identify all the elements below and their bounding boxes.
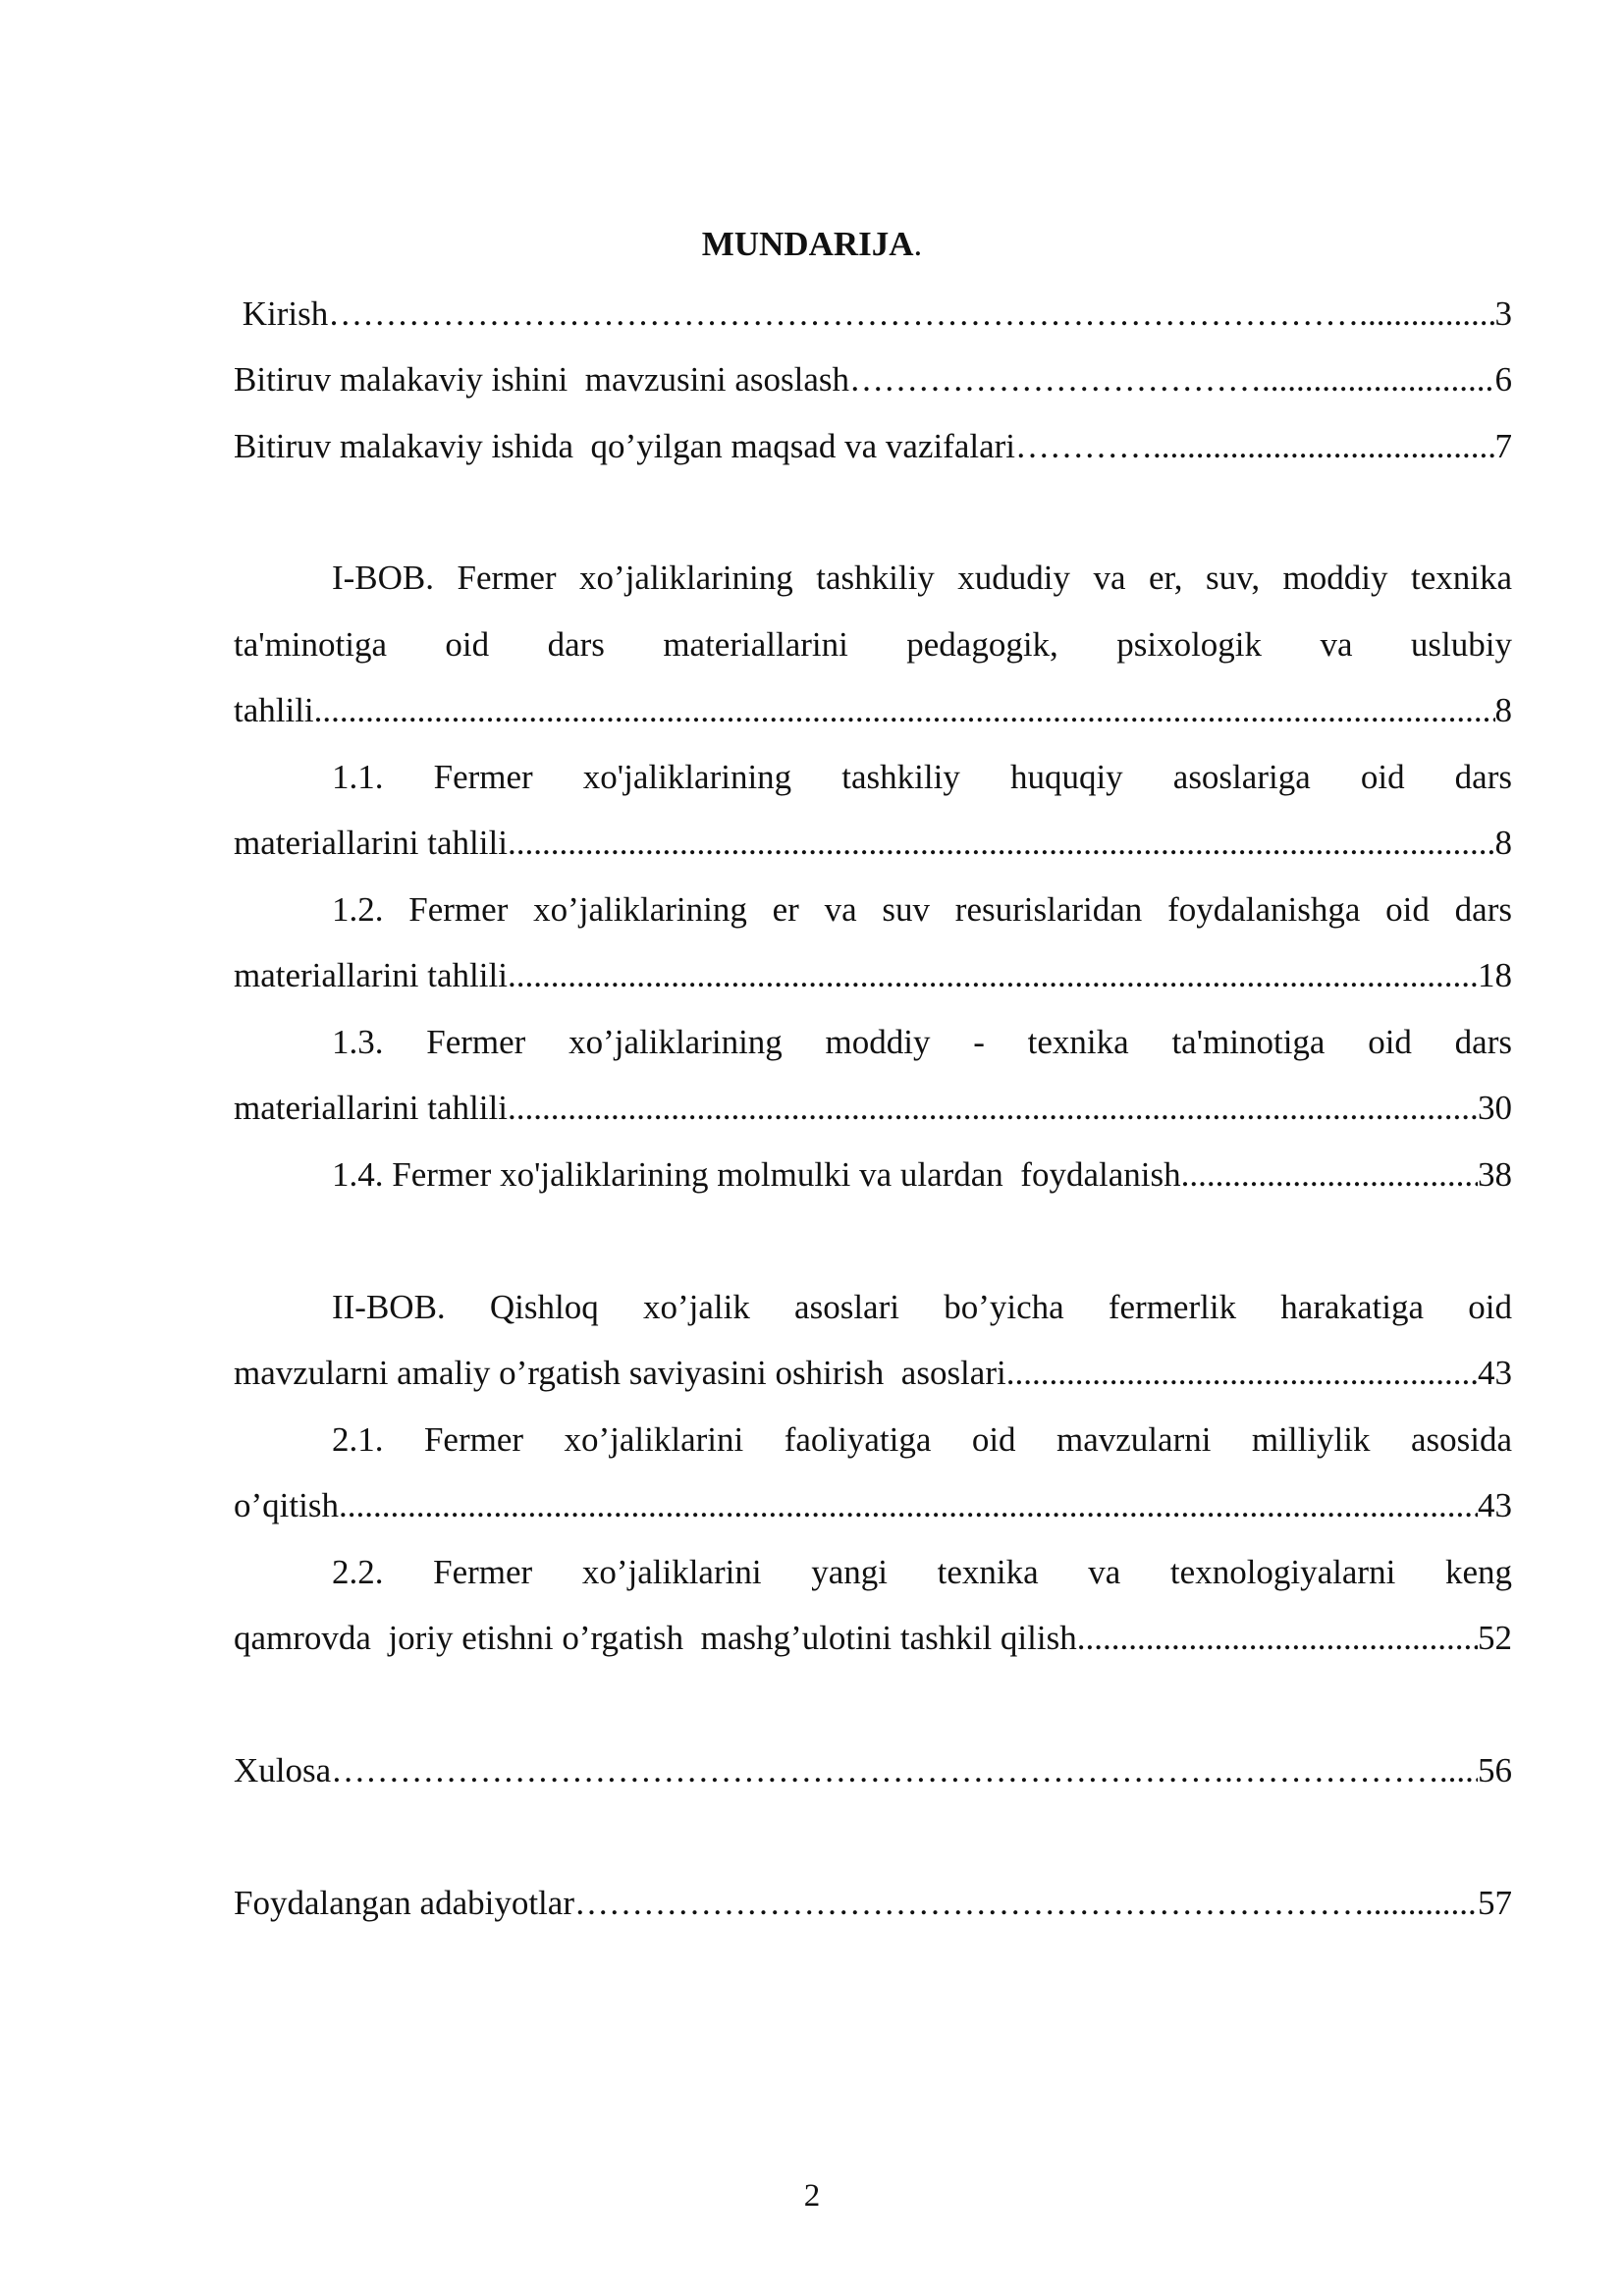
toc-entry-text: Foydalangan adabiyotlar…………………………………………………………… (234, 1884, 1365, 1922)
toc-leader-dots (1006, 1350, 1478, 1397)
toc-entry-text: materiallarini tahlili (234, 1089, 508, 1127)
toc-page-number: 38 (1478, 1155, 1512, 1194)
toc-page-number: 3 (1494, 294, 1512, 333)
toc-chapter-2-line-1: II-BOB. Qishloq xo’jalik asoslari bo’yicha fermerlik harakatiga oid (332, 1288, 1512, 1326)
toc-entry-text: Xulosa…………………………………………………………………….………………. (234, 1751, 1448, 1789)
toc-section-1-2-line-2 (234, 952, 1512, 999)
toc-entry-text: materiallarini tahlili (234, 824, 508, 862)
toc-entry-text: Kirish……………………………………………………………………………… (234, 294, 1360, 333)
page-number: 2 (803, 2178, 821, 2214)
toc-entry-text: tahlili (234, 691, 314, 729)
toc-section-1-2-line-1: 1.2. Fermer xo’jaliklarining er va suv resurislaridan foydalanishga oid dars (332, 890, 1512, 929)
toc-leader-dots (314, 687, 1495, 734)
toc-section-1-1-line-1: 1.1. Fermer xo'jaliklarining tashkiliy huquqiy asoslariga oid dars (332, 758, 1512, 796)
toc-title-text: MUNDARIJA (701, 225, 914, 263)
toc-section-2-1-line-2 (234, 1482, 1512, 1529)
toc-section-1-4 (332, 1151, 1512, 1199)
toc-entry-topic-justification (234, 356, 1512, 403)
toc-section-2-2-line-2 (234, 1615, 1512, 1662)
toc-entry-text: materiallarini tahlili (234, 956, 508, 994)
toc-page-number: 52 (1478, 1619, 1512, 1657)
toc-leader-dots (1448, 1747, 1478, 1794)
toc-chapter-2-line-2 (234, 1350, 1512, 1397)
toc-chapter-1-line-1: I-BOB. Fermer xo’jaliklarining tashkiliy xududiy va er, suv, moddiy texnika (332, 559, 1512, 597)
toc-leader-dots (508, 1085, 1478, 1132)
toc-leader-dots (1189, 1151, 1478, 1199)
toc-page-number: 7 (1494, 427, 1512, 465)
toc-section-2-1-line-1: 2.1. Fermer xo’jaliklarini faoliyatiga oid mavzularni milliylik asosida (332, 1420, 1512, 1459)
toc-leader-dots (508, 952, 1478, 999)
toc-entry-text: Bitiruv malakaviy ishida qo’yilgan maqsad va vazifalari………… (234, 427, 1154, 465)
toc-leader-dots (339, 1482, 1478, 1529)
toc-page-number: 8 (1494, 691, 1512, 729)
toc-title-dot: . (913, 225, 923, 263)
toc-entry-text: Bitiruv malakaviy ishini mavzusini asoslash……………………………… (234, 360, 1263, 399)
toc-page-number: 18 (1478, 956, 1512, 994)
toc-page-number: 6 (1494, 360, 1512, 399)
toc-page-number: 8 (1494, 824, 1512, 862)
toc-leader-dots (1262, 356, 1494, 403)
toc-section-2-2-line-1: 2.2. Fermer xo’jaliklarini yangi texnika va texnologiyalarni keng (332, 1553, 1512, 1591)
toc-entry-text: 1.4. Fermer xo'jaliklarining molmulki va ulardan foydalanish. (332, 1155, 1190, 1194)
toc-leader-dots (508, 820, 1495, 867)
toc-entry-text: o’qitish (234, 1486, 339, 1524)
toc-chapter-1-line-2: ta'minotiga oid dars materiallarini pedagogik, psixologik va uslubiy (234, 625, 1512, 664)
toc-entry-goals (234, 423, 1512, 470)
toc-leader-dots (1153, 423, 1494, 470)
toc-leader-dots (1359, 291, 1494, 338)
toc-entry-text: qamrovda joriy etishni o’rgatish mashg’ulotini tashkil qilish (234, 1619, 1077, 1657)
toc-section-1-3-line-1: 1.3. Fermer xo’jaliklarining moddiy - texnika ta'minotiga oid dars (332, 1023, 1512, 1061)
toc-chapter-1-line-3 (234, 687, 1512, 734)
toc-page-number: 57 (1478, 1884, 1512, 1922)
toc-entry-references (234, 1880, 1512, 1927)
toc-entry-conclusion (234, 1747, 1512, 1794)
toc-section-1-1-line-2 (234, 820, 1512, 867)
toc-section-1-3-line-2 (234, 1085, 1512, 1132)
toc-page-number: 43 (1478, 1354, 1512, 1392)
toc-page-number: 43 (1478, 1486, 1512, 1524)
toc-entry-text: mavzularni amaliy o’rgatish saviyasini oshirish asoslari (234, 1354, 1006, 1392)
toc-entry-intro (234, 291, 1512, 338)
toc-page-number: 56 (1478, 1751, 1512, 1789)
toc-page-number: 30 (1478, 1089, 1512, 1127)
toc-leader-dots (1365, 1880, 1478, 1927)
toc-title (0, 221, 1624, 268)
toc-leader-dots (1077, 1615, 1478, 1662)
